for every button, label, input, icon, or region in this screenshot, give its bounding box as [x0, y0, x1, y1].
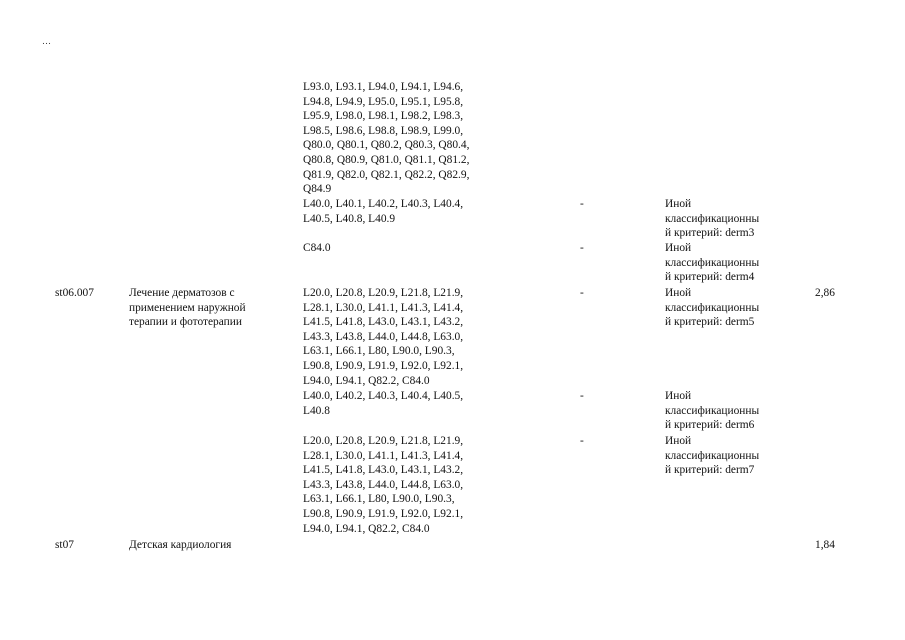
criterion-cell: Иной классификационны й критерий: derm6: [665, 390, 760, 432]
icd-codes-cell: L40.0, L40.2, L40.3, L40.4, L40.5, L40.8: [303, 390, 464, 417]
coefficient-cell: 2,86: [815, 287, 835, 299]
icd-codes-cell: L20.0, L20.8, L20.9, L21.8, L21.9, L28.1, L30.0, L41.1, L41.3, L41.4, L41.5, L41.8, L43.0, L43.1, L43.2, L43.3, L43.8, L44.0, L44.8, L63.0, L63.1, L66.1, L80, L90.0, L90.3, L90.8, L90.9, L91.9, L92.0, L92.1, L94.0, L94.1, Q82.2, C84.0: [303, 435, 464, 535]
dash-cell: -: [580, 287, 584, 299]
ksg-name-cell: Лечение дерматозов с применением наружной терапии и фототерапии: [129, 287, 246, 329]
ksg-code-cell: st06.007: [55, 287, 94, 299]
dash-cell: -: [580, 435, 584, 447]
ksg-code-cell: st07: [55, 539, 74, 551]
dash-cell: -: [580, 390, 584, 402]
criterion-cell: Иной классификационны й критерий: derm5: [665, 287, 760, 329]
criterion-cell: Иной классификационны й критерий: derm4: [665, 242, 760, 284]
icd-codes-cell: L20.0, L20.8, L20.9, L21.8, L21.9, L28.1, L30.0, L41.1, L41.3, L41.4, L41.5, L41.8, L43.0, L43.1, L43.2, L43.3, L43.8, L44.0, L44.8, L63.0, L63.1, L66.1, L80, L90.0, L90.3, L90.8, L90.9, L91.9, L92.0, L92.1, L94.0, L94.1, Q82.2, C84.0: [303, 287, 464, 387]
ksg-name-cell: Детская кардиология: [129, 539, 232, 551]
icd-codes-cell: L93.0, L93.1, L94.0, L94.1, L94.6, L94.8, L94.9, L95.0, L95.1, L95.8, L95.9, L98.0, L98.1, L98.2, L98.3, L98.5, L98.6, L98.8, L98.9, L99.0, Q80.0, Q80.1, Q80.2, Q80.3, Q80.4, Q80.8, Q80.9, Q81.0, Q81.1, Q81.2, Q81.9, Q82.0, Q82.1, Q82.2, Q82.9, Q84.9: [303, 81, 470, 196]
icd-codes-cell: L40.0, L40.1, L40.2, L40.3, L40.4, L40.5, L40.8, L40.9: [303, 198, 464, 225]
criterion-cell: Иной классификационны й критерий: derm3: [665, 198, 760, 240]
icd-codes-cell: C84.0: [303, 242, 331, 254]
coefficient-cell: 1,84: [815, 539, 835, 551]
criterion-cell: Иной классификационны й критерий: derm7: [665, 435, 760, 477]
dash-cell: -: [580, 198, 584, 210]
dash-cell: -: [580, 242, 584, 254]
page-marker: …: [42, 36, 52, 46]
